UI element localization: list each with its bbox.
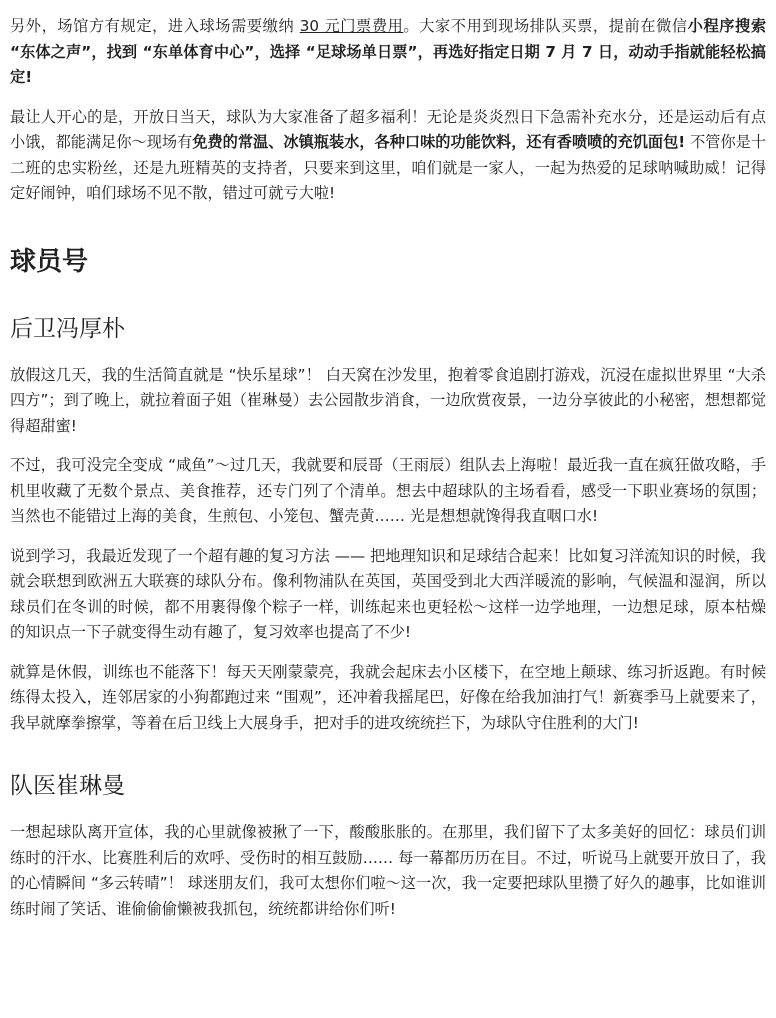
benefits-text-2: 不管你是十二班的忠实粉丝，还是九班精英的支持者，只要来到这里，咱们就是一家人，一起为热爱的足球呐喊助威！记得定好闹钟，咱们球场不见不散，错过可就亏大啦! bbox=[10, 133, 767, 202]
medic-paragraph: 一想起球队离开宣体，我的心里就像被揪了一下，酸酸胀胀的。在那里，我们留下了太多美好的回忆：球员们训练时的汗水、比赛胜利后的欢呼、受伤时的相互鼓励…… 每一幕都历历在目。不过，听说马上就要开放日了，我的心情瞬间 “多云转晴”！ 球迷朋友们，我可太想你们啦～这一次，我一定要把球队里攒了好久的趣事，比如谁训练时闹了笑话、谁偷偷偷懒被我抓包，统统都讲给你们听! bbox=[10, 823, 766, 918]
ticket-fee-link[interactable]: 30 元门票费用 bbox=[299, 17, 404, 35]
ticket-info-text: 另外，场馆方有规定，进入球场需要缴纳 bbox=[10, 17, 300, 35]
player-paragraph: 就算是休假，训练也不能落下！每天天刚蒙蒙亮，我就会起床去小区楼下，在空地上颠球、练习折返跑。有时候练得太投入，连邻居家的小狗都跑过来 “围观”，还冲着我摇尾巴，好像在给我加油打气！新赛季马上就要来了，我早就摩拳擦掌，等着在后卫线上大展身手，把对手的进攻统统拦下，为球队守住胜利的大门! bbox=[10, 662, 766, 732]
player-paragraph: 不过，我可没完全变成 “咸鱼”～过几天，我就要和辰哥（王雨辰）组队去上海啦！最近我一直在疯狂做攻略，手机里收藏了无数个景点、美食推荐，还专门列了个清单。想去中超球队的主场看看，感受一下职业赛场的氛围；当然也不能错过上海的美食，生煎包、小笼包、蟹壳黄…… 光是想想就馋得我直咽口水! bbox=[10, 456, 766, 525]
section-title: 球员号 bbox=[10, 246, 89, 277]
ticket-info-text-2: 。大家不用到现场排队买票，提前在微信 bbox=[403, 17, 688, 35]
benefits-highlight: 免费的常温、冰镇瓶装水，各种口味的功能饮料，还有香喷喷的充饥面包! bbox=[192, 133, 686, 151]
player-paragraph: 放假这几天，我的生活简直就是 “快乐星球”！ 白天窝在沙发里，抱着零食追剧打游戏，沉浸在虚拟世界里 “大杀四方”；到了晚上，就拉着面子姐（崔琳曼）去公园散步消食，一边欣赏夜景，一边分享彼此的小秘密，想想都觉得超甜蜜! bbox=[10, 365, 766, 435]
ticket-info-paragraph bbox=[10, 14, 766, 91]
open-day-benefits-paragraph bbox=[10, 105, 766, 207]
benefits-text: 最让人开心的是，开放日当天，球队为大家准备了超多福利！无论是炎炎烈日下急需补充水分，还是运动后有点小饿，都能满足你～现场有 bbox=[10, 107, 766, 151]
player-paragraph: 说到学习，我最近发现了一个超有趣的复习方法 —— 把地理知识和足球结合起来！比如复习洋流知识的时候，我就会联想到欧洲五大联赛的球队分布。像利物浦队在英国，英国受到北大西洋暖流的影响，气候温和湿润，所以球员们在冬训的时候，都不用裹得像个粽子一样，训练起来也更轻松～这样一边学地理，一边想足球，原本枯燥的知识点一下子就变得生动有趣了，复习效率也提高了不少! bbox=[10, 546, 766, 641]
medic-title: 队医崔琳曼 bbox=[10, 773, 125, 799]
player-title: 后卫冯厚朴 bbox=[10, 315, 125, 342]
ticket-purchase-instructions: 小程序搜索 “东体之声”，找到 “东单体育中心”，选择 “足球场单日票”，再选好指定日期 7 月 7 日，动动手指就能轻松搞定! bbox=[10, 17, 767, 86]
